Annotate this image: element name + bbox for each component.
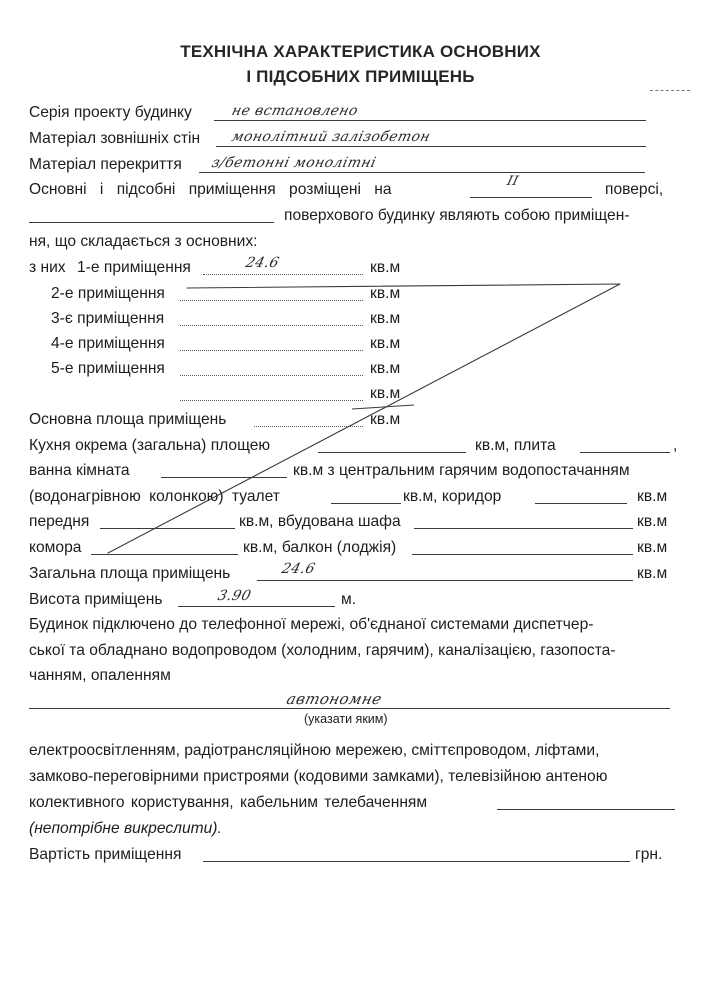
heating-value: автономне xyxy=(284,690,384,708)
room6-unit: кв.м xyxy=(370,385,401,402)
room4-unit: кв.м xyxy=(370,335,401,352)
electric-line-3: колективного користування, кабельним телебаченням xyxy=(29,794,428,811)
total-area-unit: кв.м xyxy=(637,565,668,582)
form-title-line-1: ТЕХНІЧНА ХАРАКТЕРИСТИКА ОСНОВНИХ xyxy=(180,42,541,61)
bath-label: ванна кімната xyxy=(29,462,130,479)
main-area-label: Основна площа приміщень xyxy=(29,411,227,428)
utilities-line-2: ської та обладнано водопроводом (холодним, гарячим), каналізацією, газопоста- xyxy=(29,642,616,659)
closet-label: кв.м, вбудована шафа xyxy=(239,513,401,530)
room3-unit: кв.м xyxy=(370,310,401,327)
room5-unit: кв.м xyxy=(370,360,401,377)
pantry-label: комора xyxy=(29,539,82,556)
kitchen-label: Кухня окрема (загальна) площею xyxy=(29,437,271,454)
walls-value: монолітний залізобетон xyxy=(230,129,433,145)
closet-unit: кв.м xyxy=(637,513,668,530)
room1-label: 1-е приміщення xyxy=(77,259,191,276)
utilities-line-1: Будинок підключено до телефонної мережі, об'єднаної системами диспетчер- xyxy=(29,616,594,633)
ceiling-value: з/бетонні монолітні xyxy=(210,155,378,171)
main-area-unit: кв.м xyxy=(370,411,401,428)
room3-label: 3-є приміщення xyxy=(51,310,165,327)
consists-text: ня, що складається з основних: xyxy=(29,233,258,250)
floor-value: ІІ xyxy=(505,174,521,189)
floor-suffix: поверсі, xyxy=(605,181,664,198)
total-area-label: Загальна площа приміщень xyxy=(29,565,231,582)
of-them-label: з них xyxy=(29,259,66,276)
located-label: Основні і підсобні приміщення розміщені на xyxy=(29,181,392,198)
stove-comma: , xyxy=(673,437,678,454)
cross-out-note: (непотрібне викреслити). xyxy=(29,820,222,837)
cost-label: Вартість приміщення xyxy=(29,846,182,863)
boiler-label: (водонагрівною колонкою) туалет xyxy=(29,488,280,505)
balcony-label: кв.м, балкон (лоджія) xyxy=(243,539,397,556)
room4-label: 4-е приміщення xyxy=(51,335,165,352)
height-unit: м. xyxy=(341,591,357,608)
balcony-unit: кв.м xyxy=(637,539,668,556)
ceiling-label: Матеріал перекриття xyxy=(29,156,182,173)
room2-unit: кв.м xyxy=(370,285,401,302)
electric-line-1: електроосвітленням, радіотрансляційною мережею, сміттєпроводом, ліфтами, xyxy=(29,742,600,759)
series-value: не встановлено xyxy=(230,103,360,119)
height-value: 3.90 xyxy=(216,588,253,604)
corridor-unit: кв.м xyxy=(637,488,668,505)
room5-label: 5-е приміщення xyxy=(51,360,165,377)
room1-unit: кв.м xyxy=(370,259,401,276)
building-text: поверхового будинку являють собою приміщен- xyxy=(284,207,630,224)
hot-water-text: кв.м з центральним гарячим водопостачанням xyxy=(293,462,630,479)
corridor-label: кв.м, коридор xyxy=(403,488,502,505)
stove-label: кв.м, плита xyxy=(475,437,556,454)
walls-label: Матеріал зовнішніх стін xyxy=(29,130,201,147)
hall-label: передня xyxy=(29,513,90,530)
room1-value: 24.6 xyxy=(244,255,281,271)
cross-out-line xyxy=(108,284,620,553)
total-area-value: 24.6 xyxy=(280,561,317,577)
height-label: Висота приміщень xyxy=(29,591,163,608)
form-title-line-2: І ПІДСОБНИХ ПРИМІЩЕНЬ xyxy=(246,67,475,86)
cost-unit: грн. xyxy=(635,846,663,863)
utilities-line-3: чанням, опаленням xyxy=(29,667,171,684)
room2-label: 2-е приміщення xyxy=(51,285,165,302)
electric-line-2: замково-переговірними пристроями (кодовими замками), телевізійною антеною xyxy=(29,768,608,785)
series-label: Серія проекту будинку xyxy=(29,104,192,121)
specify-note: (указати яким) xyxy=(304,712,388,726)
